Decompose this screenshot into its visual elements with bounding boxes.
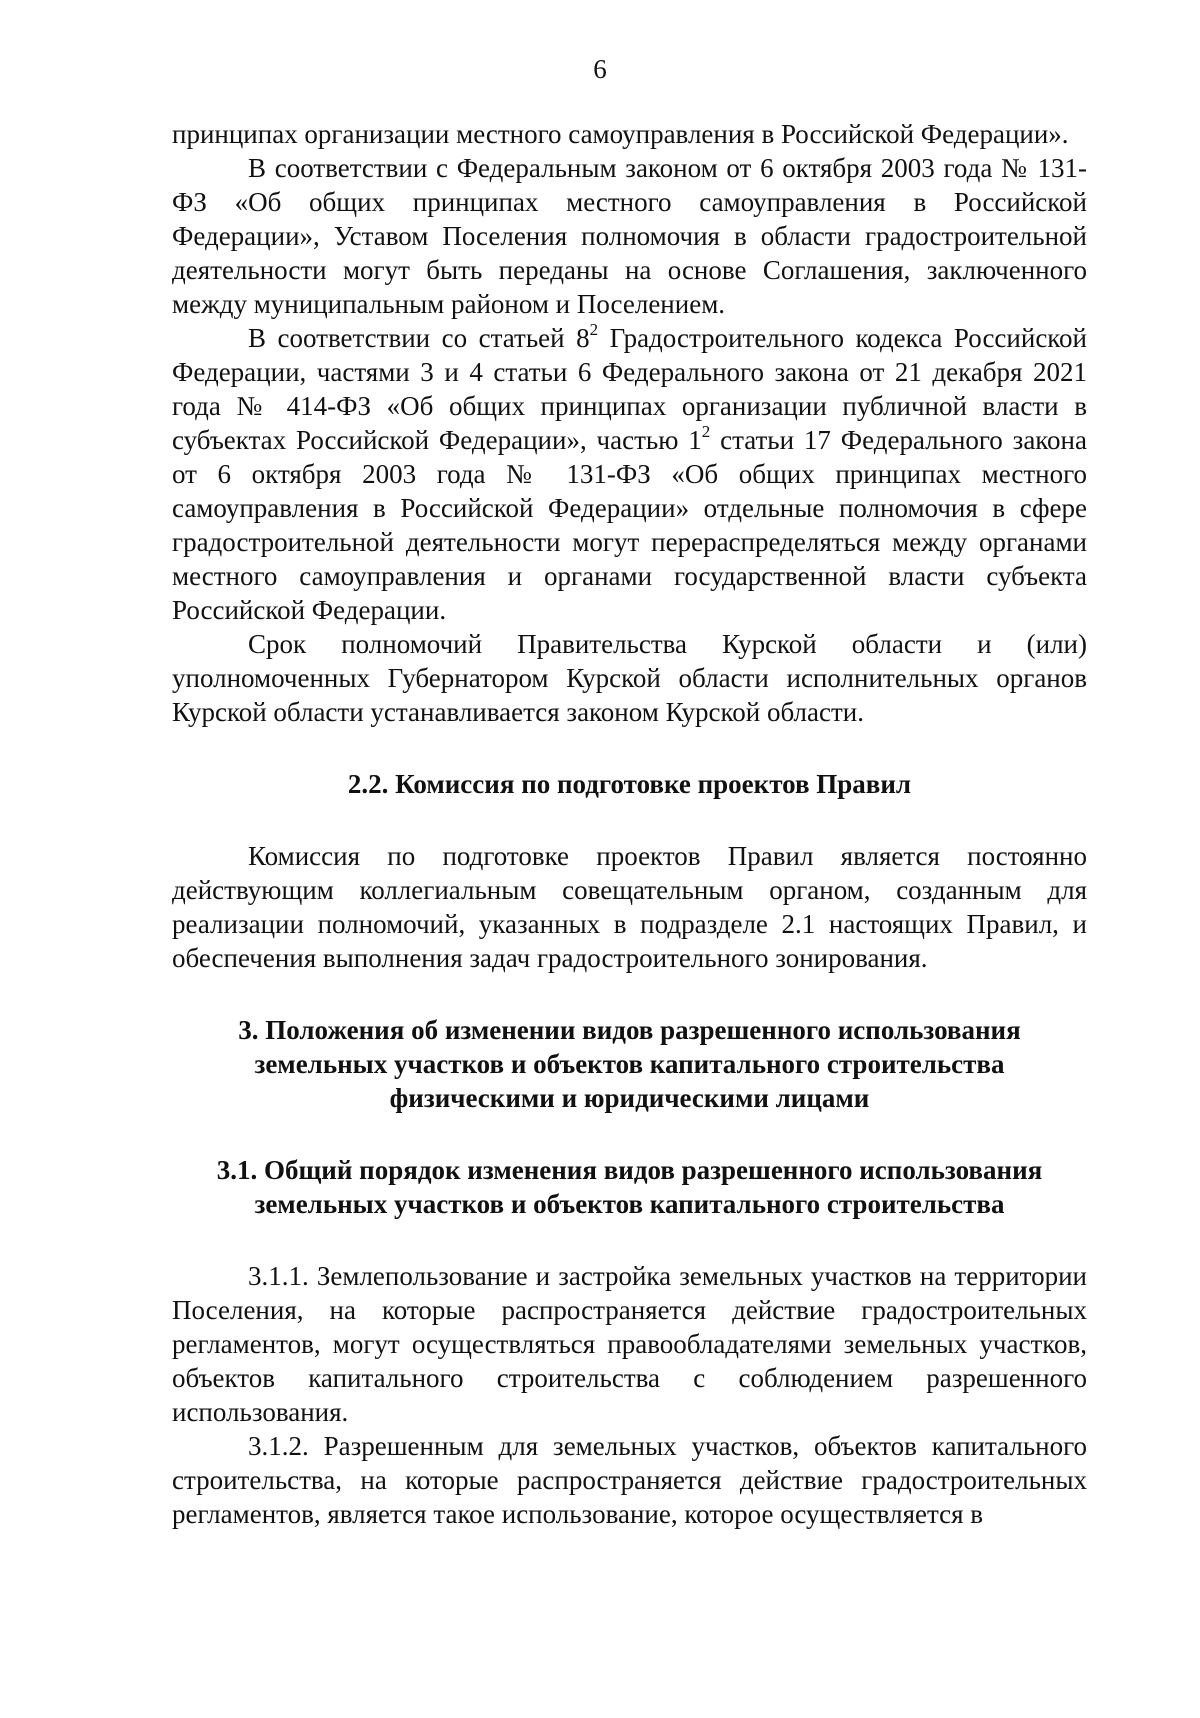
article8-superscript-2: 2 [701,422,711,441]
article8-text-middle: Градостроительного кодекса Российской Федерации, частями 3 и 4 статьи 6 Федерального закона от 21 декабря 2021 года № 414-ФЗ «Об общих принципах организации публичной власти в субъектах Российской Федерации», частью 1 [172,323,1087,455]
spacer [172,729,1087,767]
document-body [172,117,1087,1531]
heading-section-3-1 [172,1153,1087,1221]
spacer [172,1115,1087,1153]
spacer [172,975,1087,1013]
heading-section-3-line-3: физическими и юридическими лицами [389,1083,870,1113]
paragraph-federal-law-131: В соответствии с Федеральным законом от 6 октября 2003 года № 131-ФЗ «Об общих принципах местного самоуправления в Российской Федерации», Уставом Поселения полномочия в области градостроительной деятельности могут быть переданы на основе Соглашения, заключенного между муниципальным районом и Поселением. [172,153,1087,319]
paragraph-3-1-2: 3.1.2. Разрешенным для земельных участков, объектов капитального строительства, на которые распространяется действие градостроительных регламентов, является такое использование, которое осуществляется в [172,1431,1087,1529]
spacer [172,801,1087,839]
article8-text-start: В соответствии со статьей 8 [248,323,590,353]
heading-section-3-1-line-2: земельных участков и объектов капитального строительства [254,1189,1005,1219]
spacer [172,1221,1087,1259]
paragraph-commission: Комиссия по подготовке проектов Правил является постоянно действующим коллегиальным совещательным органом, созданным для реализации полномочий, указанных в подразделе 2.1 настоящих Правил, и обеспечения выполнения задач градостроительного зонирования. [172,841,1087,973]
page-number: 6 [593,54,607,84]
heading-section-3 [172,1013,1087,1115]
heading-section-3-line-1: 3. Положения об изменении видов разрешенного использования [238,1015,1021,1045]
paragraph-term: Срок полномочий Правительства Курской области и (или) уполномоченных Губернатором Курской области исполнительных органов Курской области устанавливается законом Курской области. [172,629,1087,727]
paragraph-article-8 [172,321,1087,627]
heading-section-2-2: 2.2. Комиссия по подготовке проектов Правил [347,769,912,799]
paragraph-continuation: принципах организации местного самоуправления в Российской Федерации». [172,119,1069,149]
article8-superscript: 2 [589,320,599,339]
article8-text-end: статьи 17 Федерального закона от 6 октября 2003 года № 131-ФЗ «Об общих принципах местного самоуправления в Российской Федерации» отдельные полномочия в сфере градостроительной деятельности могут перераспределяться между органами местного самоуправления и органами государственной власти субъекта Российской Федерации. [172,425,1087,625]
heading-section-3-1-line-1: 3.1. Общий порядок изменения видов разрешенного использования [216,1155,1043,1185]
paragraph-3-1-1: 3.1.1. Землепользование и застройка земельных участков на территории Поселения, на которые распространяется действие градостроительных регламентов, могут осуществляться правообладателями земельных участков, объектов капитального строительства с соблюдением разрешенного использования. [172,1261,1087,1427]
heading-section-3-line-2: земельных участков и объектов капитального строительства [254,1049,1005,1079]
